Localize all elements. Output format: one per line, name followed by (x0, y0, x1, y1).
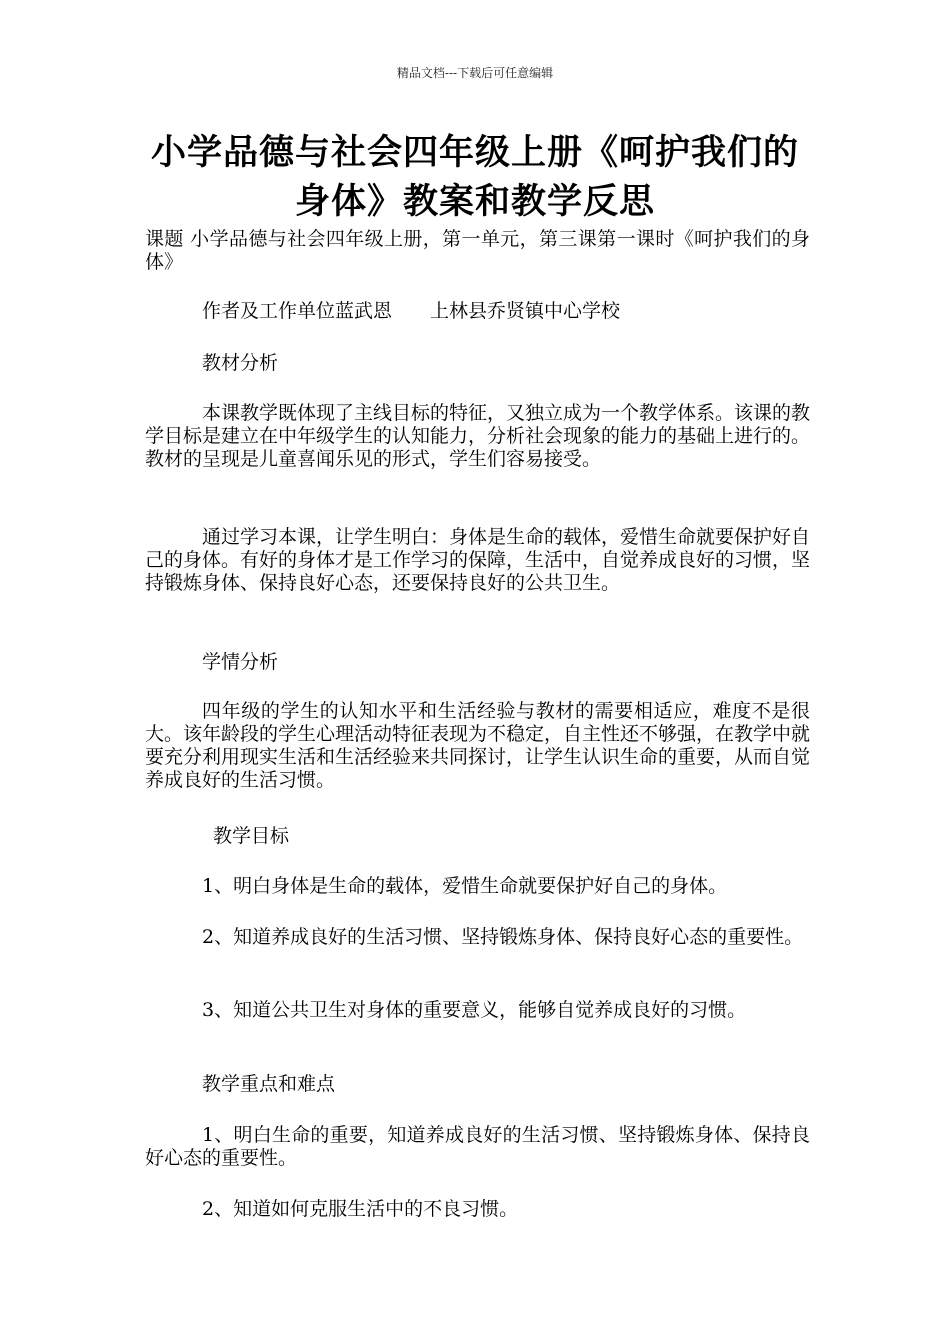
paragraph-material-2: 通过学习本课，让学生明白：身体是生命的载体，爱惜生命就要保护好自己的身体。有好的身体才是工作学习的保障，生活中，自觉养成良好的习惯，坚持锻炼身体、保持良好心态，还要保持良好的公共卫生。 (145, 526, 811, 594)
document-title: 小学品德与社会四年级上册《呵护我们的身体》教案和教学反思 (150, 132, 799, 222)
paragraph-material-1: 本课教学既体现了主线目标的特征，又独立成为一个教学体系。该课的教学目标是建立在中年级学生的认知能力，分析社会现象的能力的基础上进行的。教材的呈现是儿童喜闻乐见的形式，学生们容易接受。 (145, 402, 811, 470)
paragraph-student-1: 四年级的学生的认知水平和生活经验与教材的需要相适应，难度不是很大。该年龄段的学生心理活动特征表现为不稳定，自主性还不够强，在教学中就要充分利用现实生活和生活经验来共同探讨，让学生认识生命的重要，从而自觉养成良好的生活习惯。 (145, 700, 811, 791)
section-heading-material: 教材分析 (202, 352, 279, 374)
goal-item-1: 1、明白身体是生命的载体，爱惜生命就要保护好自己的身体。 (202, 875, 728, 897)
section-heading-key-points: 教学重点和难点 (202, 1073, 336, 1095)
goal-item-2: 2、知道养成良好的生活习惯、坚持锻炼身体、保持良好心态的重要性。 (202, 926, 804, 948)
section-heading-student: 学情分析 (202, 651, 279, 673)
goal-item-3: 3、知道公共卫生对身体的重要意义，能够自觉养成良好的习惯。 (202, 999, 747, 1021)
key-point-item-2: 2、知道如何克服生活中的不良习惯。 (202, 1198, 519, 1220)
page-header-note: 精品文档---下载后可任意编辑 (396, 66, 554, 80)
section-heading-goals: 教学目标 (213, 825, 290, 847)
lesson-info: 课题 小学品德与社会四年级上册，第一单元，第三课第一课时《呵护我们的身体》 (145, 228, 810, 273)
author-info: 作者及工作单位蓝武恩 上林县乔贤镇中心学校 (202, 300, 621, 322)
key-point-item-1: 1、明白生命的重要，知道养成良好的生活习惯、坚持锻炼身体、保持良好心态的重要性。 (145, 1124, 810, 1169)
